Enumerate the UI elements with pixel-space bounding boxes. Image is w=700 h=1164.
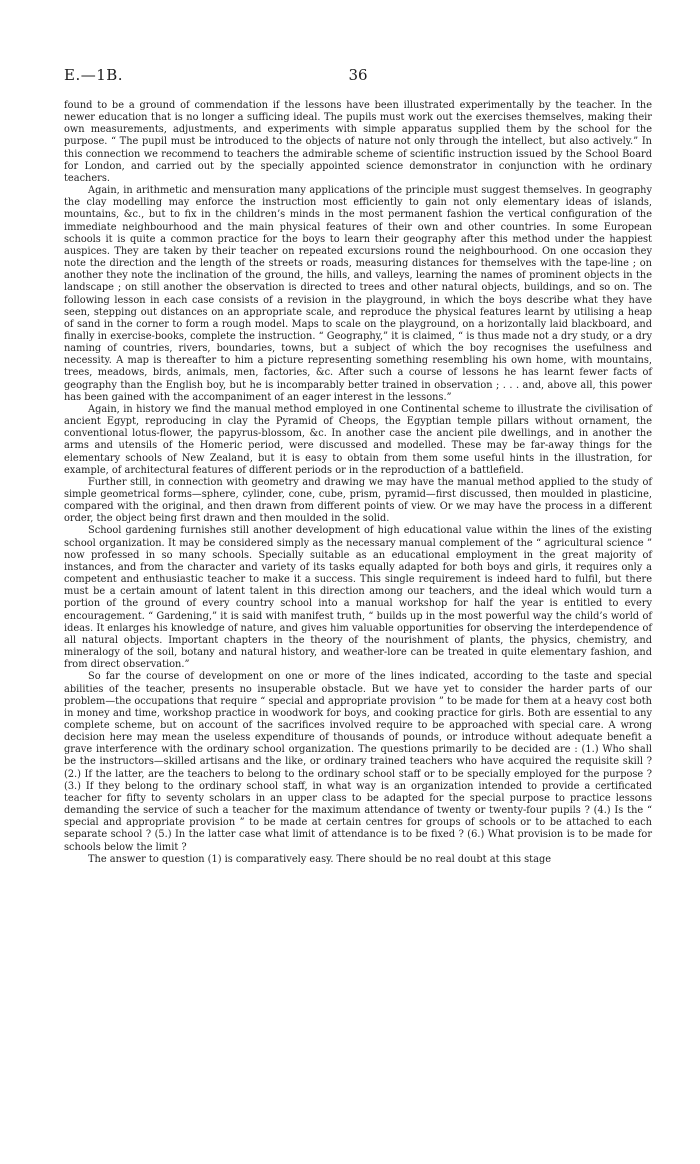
paragraph: Again, in history we find the manual method employed in one Continental scheme to illustrate the civilisation of ancient Egypt, reproducing in clay the Pyramid of Cheops, the Egyptian temple pillars without ornament, the conventional lotus-flower, the papyrus-blossom, &c. In another case the ancient pile dwellings, and in another the arms and utensils of the Homeric period, were discussed and modelled. These may be far-away things for the elementary schools of New Zealand, but it is easy to obtain from them some useful hints in the illustration, for example, of architectural features of different periods or in the reproduction of a battlefield. (64, 403, 652, 476)
document-reference: E.—1B. (64, 66, 124, 84)
paragraph: So far the course of development on one or more of the lines indicated, according to the taste and special abilities of the teacher, presents no insuperable obstacle. But we have yet to consider the harder parts of our problem—the occupations that require “ special and appropriate provision ” to be made for them at a heavy cost both in money and time, workshop practice in woodwork for boys, and cooking practice for girls. Both are essential to any complete scheme, but on account of the sacrifices involved require to be approached with special care. A wrong decision here may mean the useless expenditure of thousands of pounds, or introduce without adequate benefit a grave interference with the ordinary school organization. The questions primarily to be decided are : (1.) Who shall be the instructors—skilled artisans and the like, or ordinary trained teachers who have acquired the requisite skill ? (2.) If the latter, are the teachers to belong to the ordinary school staff or to be specially employed for the purpose ? (3.) If they belong to the ordinary school staff, in what way is an organization intended to provide a certificated teacher for fifty to seventy scholars in an upper class to be adapted for the special purpose to practice lessons demanding the service of such a teacher for the maximum attendance of twenty or twenty-four pupils ? (4.) Is the “ special and appropriate provision ” to be made at certain centres for groups of schools or to be attached to each separate school ? (5.) In the latter case what limit of attendance is to be fixed ? (6.) What provision is to be made for schools below the limit ? (64, 671, 652, 853)
paragraph: The answer to question (1) is comparatively easy. There should be no real doubt at this stage (88, 853, 552, 865)
paragraph: found to be a ground of commendation if the lessons have been illustrated experimentally by the teacher. In the newer education that is no longer a sufficing ideal. The pupils must work out the exercises themselves, making their own measurements, adjustments, and experiments with simple apparatus supplied them by the school for the purpose. “ The pupil must be introduced to the objects of nature not only through the intellect, but also actively.” In this connection we recommend to teachers the admirable scheme of scientific instruction issued by the School Board for London, and carried out by the specially appointed science demonstrator in conjunction with he ordinary teachers. (64, 100, 652, 184)
page-body (64, 100, 652, 866)
paragraph: Again, in arithmetic and mensuration many applications of the principle must suggest themselves. In geography the clay modelling may enforce the instruction most efficiently to gain not only elementary ideas of islands, mountains, &c., but to fix in the children’s minds in the most permanent fashion the vertical configuration of the immediate neighbourhood and the main physical features of their own and other countries. In some European schools it is quite a common practice for the boys to learn their geography after this method under the happiest auspices. They are taken by their teacher on repeated excursions round the neighbourhood. On one occasion they note the direction and the length of the streets or roads, measuring distances for themselves with the tape-line ; on another they note the inclination of the ground, the hills, and valleys, learning the names of prominent objects in the landscape ; on still another the observation is directed to trees and other natural objects, buildings, and so on. The following lesson in each case consists of a revision in the playground, in which the boys describe what they have seen, stepping out distances on an appropriate scale, and reproduce the physical features learnt by utilising a heap of sand in the corner to form a rough model. Maps to scale on the playground, on a horizontally laid blackboard, and finally in exercise-books, complete the instruction. “ Geography,” it is claimed, “ is thus made not a dry study, or a dry naming of countries, rivers, boundaries, towns, but a subject of which the boy recognises the usefulness and necessity. A map is thereafter to him a picture representing something resembling his own home, with mountains, trees, meadows, birds, animals, men, factories, &c. After such a course of lessons he has learnt fewer facts of geography than the English boy, but he is incomparably better trained in observation ; . . . and, above all, this power has been gained with the accompaniment of an eager interest in the lessons.” (64, 185, 652, 403)
page-number: 36 (348, 66, 368, 84)
paragraph: Further still, in connection with geometry and drawing we may have the manual method applied to the study of simple geometrical forms—sphere, cylinder, cone, cube, prism, pyramid—first discussed, then moulded in plasticine, compared with the original, and then drawn from different points of view. Or we may have the process in a different order, the object being first drawn and then moulded in the solid. (64, 476, 652, 525)
paragraph: School gardening furnishes still another development of high educational value within the lines of the existing school organization. It may be considered simply as the necessary manual complement of the “ agricultural science ” now professed in so many schools. Specially suitable as an educational employment in the great majority of instances, and from the character and variety of its tasks equally adapted for both boys and girls, it requires only a competent and enthusiastic teacher to make it a success. This single requirement is indeed hard to fulfil, but there must be a certain amount of latent talent in this direction among our teachers, and the ideal which would turn a portion of the ground of every country school into a manual workshop for half the year is entitled to every encouragement. “ Gardening,” it is said with manifest truth, “ builds up in the most powerful way the child’s world of ideas. It enlarges his knowledge of nature, and gives him valuable opportunities for observing the interdependence of all natural objects. Important chapters in the theory of the nourishment of plants, the physics, chemistry, and mineralogy of the soil, botany and natural history, and weather-lore can be treated in quite elementary fashion, and from direct observation.” (64, 525, 652, 671)
page-header (64, 66, 652, 86)
